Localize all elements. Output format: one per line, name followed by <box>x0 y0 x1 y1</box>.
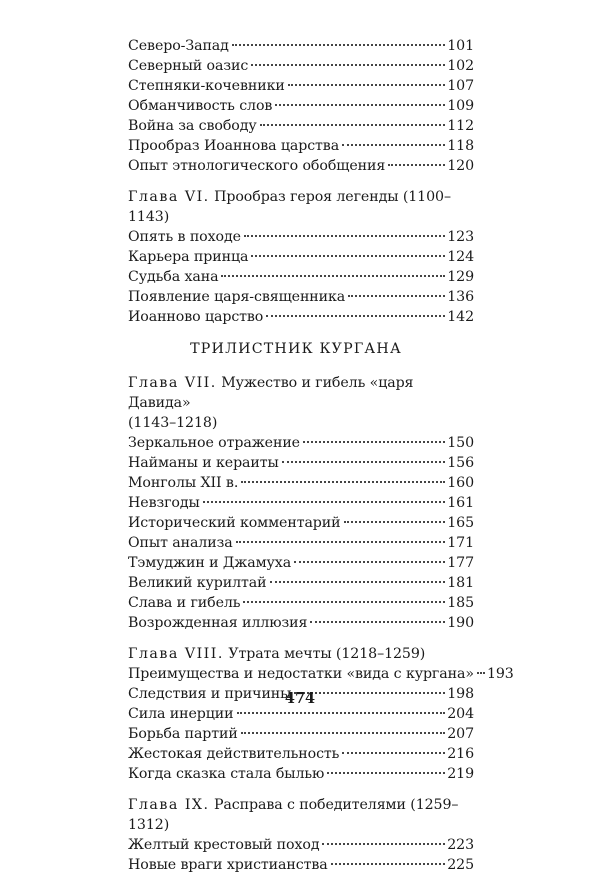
toc-entry-page: 223 <box>447 837 474 853</box>
chapter-9-heading <box>128 795 474 835</box>
toc-entry-page: 171 <box>447 535 474 551</box>
toc-entry <box>128 116 474 136</box>
toc-entry-page: 198 <box>447 686 474 702</box>
toc-entry-page: 219 <box>447 766 474 782</box>
dot-leader <box>221 275 445 277</box>
dot-leader <box>251 64 445 66</box>
toc-entry <box>128 267 474 287</box>
chapter-8-heading <box>128 644 474 664</box>
toc-entry <box>128 287 474 307</box>
toc-entry-title: Опыт этнологического обобщения <box>128 158 386 174</box>
toc-entry-page: 225 <box>447 857 474 873</box>
dot-leader <box>344 521 446 523</box>
toc-entry <box>128 156 474 176</box>
toc-entry <box>128 835 474 855</box>
toc-entry-title: Желтый крестовый поход <box>128 837 320 853</box>
dot-leader <box>331 863 446 865</box>
toc-entry <box>128 573 474 593</box>
dot-leader <box>477 672 485 674</box>
toc-entry <box>128 76 474 96</box>
toc-entry <box>128 453 474 473</box>
toc-entry <box>128 664 514 684</box>
dot-leader <box>322 843 445 845</box>
dot-leader <box>251 255 445 257</box>
chapter-title: Прообраз героя легенды (1100–1143) <box>128 189 451 225</box>
toc-entry <box>128 473 474 493</box>
toc-entry <box>128 56 474 76</box>
toc-entry-page: 107 <box>447 78 474 94</box>
toc-entry-title: Исторический комментарий <box>128 515 341 531</box>
toc-entry <box>128 704 474 724</box>
toc-entry <box>128 307 474 327</box>
dot-leader <box>275 104 445 106</box>
toc-entry-page: 150 <box>447 435 474 451</box>
chapter-6-heading <box>128 187 474 227</box>
toc-entry-title: Война за свободу <box>128 118 257 134</box>
chapter-label: Глава VII. <box>128 375 217 391</box>
dot-leader <box>244 235 445 237</box>
dot-leader <box>342 144 445 146</box>
toc-entry-page: 161 <box>447 495 474 511</box>
dot-leader <box>241 481 445 483</box>
toc-section-chapter-6 <box>128 227 474 327</box>
toc-entry-title: Степняки-кочевники <box>128 78 285 94</box>
toc-entry-page: 102 <box>447 58 474 74</box>
toc-entry-title: Новые враги христианства <box>128 857 328 873</box>
toc-entry-page: 118 <box>447 138 474 154</box>
toc-entry <box>128 36 474 56</box>
toc-entry <box>128 764 474 784</box>
toc-entry-title: Великий курилтай <box>128 575 267 591</box>
toc-entry <box>128 493 474 513</box>
toc-entry-page: 120 <box>447 158 474 174</box>
toc-entry-page: 160 <box>447 475 474 491</box>
dot-leader <box>260 124 446 126</box>
toc-section-chapter-9 <box>128 835 474 875</box>
dot-leader <box>232 44 445 46</box>
dot-leader <box>243 601 445 603</box>
toc-entry-page: 177 <box>447 555 474 571</box>
dot-leader <box>388 164 445 166</box>
toc-entry-title: Сила инерции <box>128 706 234 722</box>
toc-entry <box>128 553 474 573</box>
toc-entry-title: Возрожденная иллюзия <box>128 615 308 631</box>
dot-leader <box>237 712 446 714</box>
toc-entry-title: Невзгоды <box>128 495 200 511</box>
toc-entry-title: Зеркальное отражение <box>128 435 300 451</box>
toc-entry-page: 101 <box>447 38 474 54</box>
chapter-label: Глава VIII. <box>128 646 224 662</box>
toc-entry-page: 156 <box>447 455 474 471</box>
dot-leader <box>310 621 445 623</box>
chapter-title: Расправа с победителями (1259–1312) <box>128 797 459 833</box>
toc-entry <box>128 247 474 267</box>
toc-entry-title: Преимущества и недостатки «вида с кургана» <box>128 666 474 682</box>
toc-entry-title: Северо-Запад <box>128 38 229 54</box>
toc-entry <box>128 227 474 247</box>
chapter-label: Глава VI. <box>128 189 210 205</box>
chapter-title: Мужество и гибель «царя Давида» <box>128 375 414 411</box>
toc-page <box>128 36 514 875</box>
toc-entry-title: Прообраз Иоаннова царства <box>128 138 340 154</box>
toc-entry-page: 185 <box>447 595 474 611</box>
toc-entry-page: 129 <box>447 269 474 285</box>
dot-leader <box>288 84 446 86</box>
toc-entry-title: Иоанново царство <box>128 309 264 325</box>
toc-entry <box>128 593 474 613</box>
toc-entry <box>128 433 474 453</box>
toc-section-part1-tail <box>128 36 474 176</box>
toc-entry-page: 204 <box>447 706 474 722</box>
toc-entry-title: Опять в походе <box>128 229 241 245</box>
toc-entry-title: Тэмуджин и Джамуха <box>128 555 292 571</box>
toc-entry-page: 216 <box>447 746 474 762</box>
toc-entry-page: 207 <box>447 726 474 742</box>
toc-entry <box>128 533 474 553</box>
toc-entry-page: 123 <box>447 229 474 245</box>
toc-entry-title: Борьба партий <box>128 726 238 742</box>
dot-leader <box>294 561 445 563</box>
dot-leader <box>270 581 446 583</box>
dot-leader <box>342 752 445 754</box>
dot-leader <box>282 461 446 463</box>
toc-entry-title: Слава и гибель <box>128 595 241 611</box>
dot-leader <box>327 772 445 774</box>
toc-entry-title: Жестокая действительность <box>128 746 340 762</box>
toc-entry <box>128 513 474 533</box>
toc-entry-page: 142 <box>447 309 474 325</box>
toc-entry-title: Северный оазис <box>128 58 249 74</box>
toc-entry-page: 112 <box>447 118 474 134</box>
toc-entry <box>128 855 474 875</box>
dot-leader <box>236 541 446 543</box>
toc-section-chapter-7 <box>128 433 474 633</box>
toc-entry-page: 109 <box>447 98 474 114</box>
toc-entry-title: Опыт анализа <box>128 535 233 551</box>
chapter-label: Глава IX. <box>128 797 210 813</box>
dot-leader <box>303 441 445 443</box>
toc-entry-page: 124 <box>447 249 474 265</box>
toc-section-chapter-8 <box>128 664 514 784</box>
toc-entry <box>128 724 474 744</box>
chapter-7-heading <box>128 373 474 413</box>
toc-entry-page: 181 <box>447 575 474 591</box>
toc-entry-page: 193 <box>486 666 514 682</box>
toc-entry-title: Монголы XII в. <box>128 475 239 491</box>
toc-entry <box>128 136 474 156</box>
toc-entry-title: Судьба хана <box>128 269 219 285</box>
dot-leader <box>266 315 445 317</box>
page-number: 474 <box>284 690 316 707</box>
chapter-title: Утрата мечты (1218–1259) <box>228 646 426 662</box>
toc-entry <box>128 744 474 764</box>
toc-entry <box>128 613 474 633</box>
toc-entry-title: Следствия и причины <box>128 686 292 702</box>
toc-entry-title: Карьера принца <box>128 249 249 265</box>
dot-leader <box>203 501 446 503</box>
toc-entry-page: 165 <box>447 515 474 531</box>
part-title: ТРИЛИСТНИК КУРГАНА <box>190 341 402 357</box>
toc-entry-title: Когда сказка стала былью <box>128 766 325 782</box>
toc-entry-page: 136 <box>447 289 474 305</box>
toc-entry <box>128 96 474 116</box>
toc-entry-title: Найманы и кераиты <box>128 455 279 471</box>
toc-entry-title: Появление царя-священника <box>128 289 346 305</box>
chapter-7-heading-line2: (1143–1218) <box>128 415 218 431</box>
dot-leader <box>241 732 445 734</box>
toc-entry-page: 190 <box>447 615 474 631</box>
dot-leader <box>348 295 445 297</box>
toc-entry-title: Обманчивость слов <box>128 98 273 114</box>
